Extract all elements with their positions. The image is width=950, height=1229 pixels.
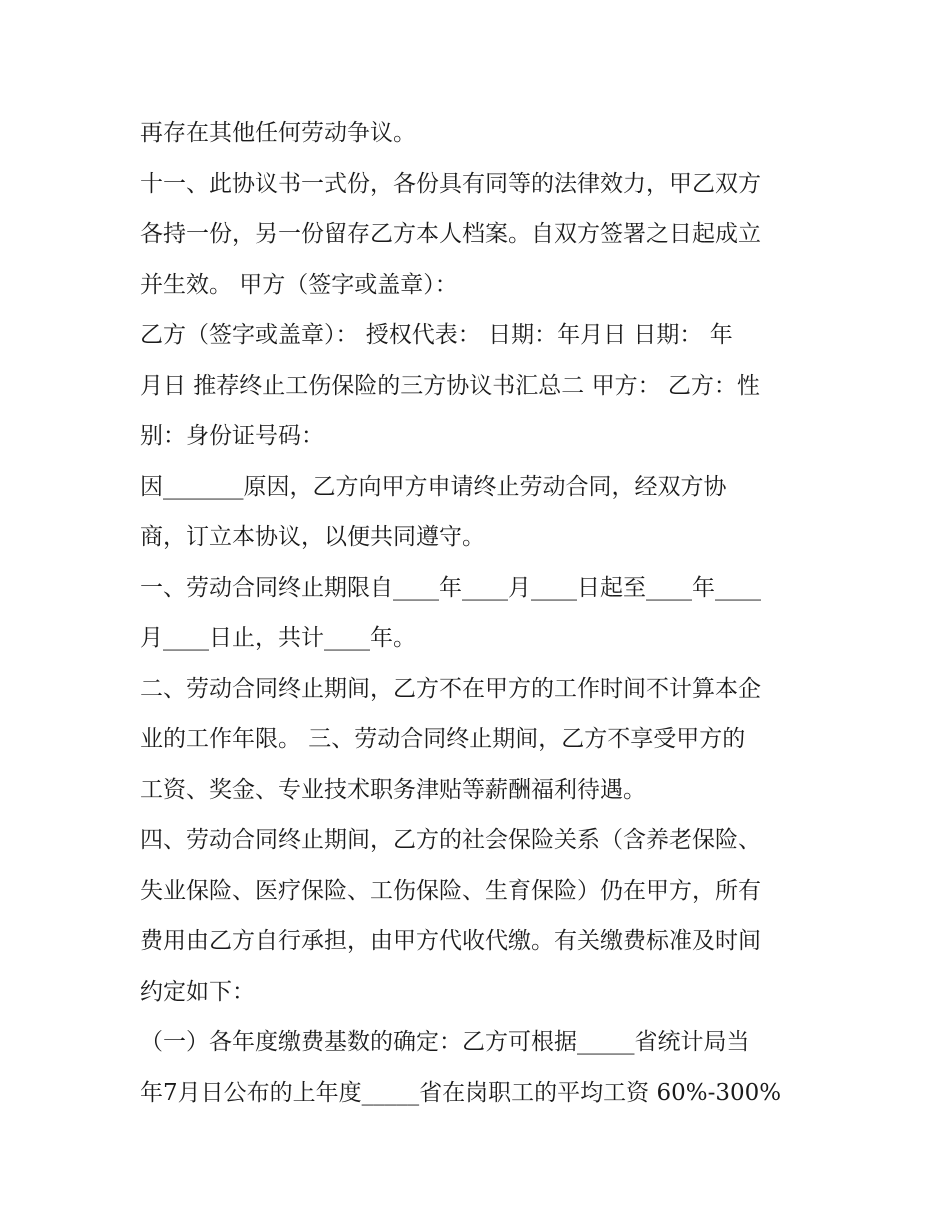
text-line: 因_______原因，乙方向甲方申请终止劳动合同，经双方协 bbox=[140, 473, 727, 500]
text-line: 费用由乙方自行承担，由甲方代收代缴。有关缴费标准及时间 bbox=[140, 928, 761, 954]
text-line: 并生效。 甲方（签字或盖章）： bbox=[140, 271, 458, 298]
text-line: 约定如下： bbox=[140, 978, 255, 1005]
document-body bbox=[140, 108, 820, 1118]
text-line: 各持一份，另一份留存乙方本人档案。自双方签署之日起成立 bbox=[140, 221, 761, 247]
text-line: 乙方（签字或盖章）： 授权代表： 日期：年月日 日期： 年 bbox=[140, 322, 733, 348]
text-line: 十一、此协议书一式份，各份具有同等的法律效力，甲乙双方 bbox=[140, 170, 761, 197]
text-line: 失业保险、医疗保险、工伤保险、生育保险）仍在甲方，所有 bbox=[140, 877, 761, 904]
text-line: 月日 推荐终止工伤保险的三方协议书汇总二 甲方： 乙方：性 bbox=[140, 372, 760, 399]
text-line: 商，订立本协议，以便共同遵守。 bbox=[140, 524, 485, 550]
text-line: 业的工作年限。 三、劳动合同终止期间，乙方不享受甲方的 bbox=[140, 726, 746, 752]
text-line: （一）各年度缴费基数的确定：乙方可根据_____省统计局当 bbox=[140, 1029, 750, 1055]
text-line: 再存在其他任何劳动争议。 bbox=[140, 120, 416, 146]
text-line: 年7月日公布的上年度_____省在岗职工的平均工资 60%-300% bbox=[140, 1079, 782, 1106]
text-line: 别：身份证号码： bbox=[140, 423, 324, 449]
text-line: 月____日止，共计____年。 bbox=[140, 625, 416, 651]
text-line: 四、劳动合同终止期间，乙方的社会保险关系（含养老保险、 bbox=[140, 827, 761, 853]
text-line: 二、劳动合同终止期间，乙方不在甲方的工作时间不计算本企 bbox=[140, 675, 761, 702]
text-line: 工资、奖金、专业技术职务津贴等薪酬福利待遇。 bbox=[140, 776, 646, 803]
text-line: 一、劳动合同终止期限自____年____月____日起至____年____ bbox=[140, 574, 761, 601]
